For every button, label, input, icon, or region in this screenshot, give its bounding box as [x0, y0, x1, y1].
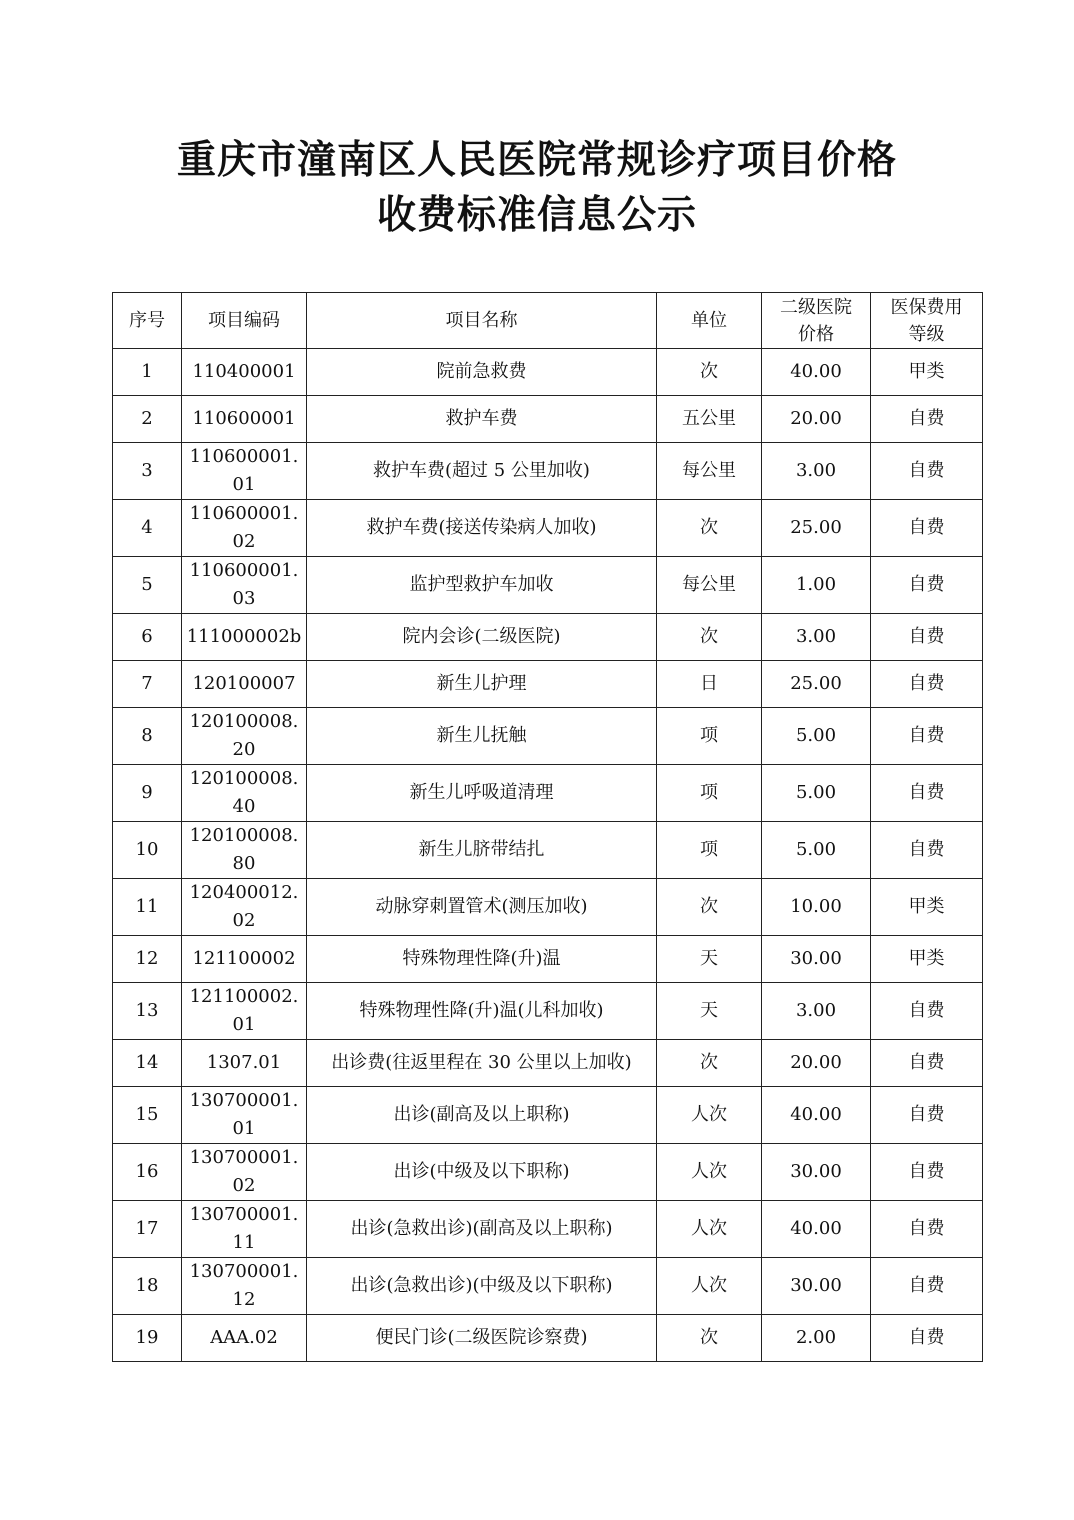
row-seq: 11 — [113, 879, 182, 936]
row-grade: 自费 — [871, 708, 983, 765]
row-grade: 自费 — [871, 1315, 983, 1362]
row-price: 5.00 — [762, 708, 871, 765]
document-title-line-2: 收费标准信息公示 — [376, 193, 697, 238]
row-code-line-2: 03 — [232, 588, 256, 609]
table-body — [113, 349, 983, 1362]
row-seq: 5 — [113, 557, 182, 614]
row-price: 30.00 — [762, 1144, 871, 1201]
header-price — [762, 293, 871, 349]
table-row — [113, 983, 983, 1040]
header-grade-line-2: 等级 — [908, 323, 945, 345]
table-row — [113, 708, 983, 765]
table-row — [113, 1087, 983, 1144]
row-name: 救护车费(接送传染病人加收) — [307, 500, 657, 557]
row-code-line-1: 111000002b — [186, 626, 302, 647]
row-unit: 次 — [657, 1315, 762, 1362]
row-unit: 天 — [657, 936, 762, 983]
row-code — [182, 349, 307, 396]
row-code — [182, 936, 307, 983]
table-row — [113, 879, 983, 936]
row-seq: 10 — [113, 822, 182, 879]
row-code — [182, 614, 307, 661]
row-code — [182, 708, 307, 765]
row-code-line-1: 110600001. — [189, 560, 299, 581]
row-unit: 项 — [657, 765, 762, 822]
row-seq: 18 — [113, 1258, 182, 1315]
row-code-line-1: 130700001. — [189, 1261, 299, 1282]
row-code-line-1: 130700001. — [189, 1147, 299, 1168]
row-grade: 自费 — [871, 557, 983, 614]
row-grade: 自费 — [871, 1087, 983, 1144]
row-code-line-1: AAA.02 — [210, 1327, 278, 1348]
row-seq: 7 — [113, 661, 182, 708]
row-code-line-2: 01 — [232, 1014, 256, 1035]
table-row — [113, 822, 983, 879]
header-grade — [871, 293, 983, 349]
row-code — [182, 822, 307, 879]
row-seq: 3 — [113, 443, 182, 500]
row-price: 5.00 — [762, 765, 871, 822]
row-name: 救护车费 — [307, 396, 657, 443]
table-row — [113, 1315, 983, 1362]
row-grade: 甲类 — [871, 349, 983, 396]
table-row — [113, 349, 983, 396]
row-code-line-2: 11 — [232, 1232, 256, 1253]
row-seq: 12 — [113, 936, 182, 983]
row-seq: 1 — [113, 349, 182, 396]
row-price: 2.00 — [762, 1315, 871, 1362]
row-code-line-2: 12 — [232, 1289, 256, 1310]
row-price: 3.00 — [762, 443, 871, 500]
header-unit: 单位 — [657, 293, 762, 349]
row-seq: 15 — [113, 1087, 182, 1144]
row-name: 特殊物理性降(升)温 — [307, 936, 657, 983]
row-seq: 6 — [113, 614, 182, 661]
row-seq: 16 — [113, 1144, 182, 1201]
row-seq: 4 — [113, 500, 182, 557]
row-price: 25.00 — [762, 500, 871, 557]
row-unit: 天 — [657, 983, 762, 1040]
row-grade: 自费 — [871, 1201, 983, 1258]
row-unit: 人次 — [657, 1258, 762, 1315]
row-grade: 自费 — [871, 983, 983, 1040]
row-unit: 次 — [657, 500, 762, 557]
row-code-line-1: 110600001. — [189, 446, 299, 467]
row-name: 特殊物理性降(升)温(儿科加收) — [307, 983, 657, 1040]
row-seq: 19 — [113, 1315, 182, 1362]
table-row — [113, 1201, 983, 1258]
row-code-line-1: 121100002 — [192, 948, 296, 969]
row-code-line-2: 20 — [232, 739, 256, 760]
row-price: 20.00 — [762, 396, 871, 443]
row-code — [182, 1144, 307, 1201]
row-code — [182, 500, 307, 557]
table-row — [113, 1040, 983, 1087]
row-unit: 次 — [657, 614, 762, 661]
row-unit: 项 — [657, 822, 762, 879]
row-code-line-1: 120100008. — [189, 711, 299, 732]
row-code-line-2: 80 — [232, 853, 256, 874]
row-code — [182, 1040, 307, 1087]
row-code — [182, 557, 307, 614]
row-code — [182, 765, 307, 822]
row-grade: 自费 — [871, 661, 983, 708]
row-unit: 日 — [657, 661, 762, 708]
row-name: 新生儿呼吸道清理 — [307, 765, 657, 822]
row-code — [182, 1258, 307, 1315]
table-row — [113, 1258, 983, 1315]
row-unit: 项 — [657, 708, 762, 765]
row-code-line-1: 120100008. — [189, 825, 299, 846]
row-code — [182, 396, 307, 443]
row-unit: 次 — [657, 879, 762, 936]
fee-table — [112, 292, 983, 1362]
row-seq: 13 — [113, 983, 182, 1040]
row-seq: 9 — [113, 765, 182, 822]
header-price-line-2: 价格 — [798, 323, 834, 345]
table-row — [113, 396, 983, 443]
row-code-line-2: 02 — [232, 1175, 256, 1196]
row-unit: 次 — [657, 1040, 762, 1087]
row-price: 40.00 — [762, 1201, 871, 1258]
row-seq: 2 — [113, 396, 182, 443]
row-price: 40.00 — [762, 349, 871, 396]
row-name: 出诊费(往返里程在 30 公里以上加收) — [307, 1040, 657, 1087]
row-name: 出诊(中级及以下职称) — [307, 1144, 657, 1201]
row-name: 出诊(急救出诊)(副高及以上职称) — [307, 1201, 657, 1258]
table-row — [113, 1144, 983, 1201]
row-name: 院内会诊(二级医院) — [307, 614, 657, 661]
row-code-line-2: 01 — [232, 474, 256, 495]
row-grade: 甲类 — [871, 879, 983, 936]
row-code-line-1: 130700001. — [189, 1090, 299, 1111]
header-seq: 序号 — [113, 293, 182, 349]
row-code — [182, 879, 307, 936]
table-header-row — [113, 293, 983, 349]
row-code-line-1: 110400001 — [192, 361, 296, 382]
row-code — [182, 1087, 307, 1144]
row-grade: 自费 — [871, 1258, 983, 1315]
header-price-line-1: 二级医院 — [780, 296, 852, 318]
table-row — [113, 500, 983, 557]
row-unit: 五公里 — [657, 396, 762, 443]
row-code-line-2: 40 — [232, 796, 256, 817]
row-code — [182, 661, 307, 708]
row-code-line-1: 110600001 — [192, 408, 296, 429]
table-row — [113, 443, 983, 500]
row-name: 出诊(急救出诊)(中级及以下职称) — [307, 1258, 657, 1315]
header-name: 项目名称 — [307, 293, 657, 349]
row-grade: 自费 — [871, 1040, 983, 1087]
row-price: 5.00 — [762, 822, 871, 879]
row-name: 便民门诊(二级医院诊察费) — [307, 1315, 657, 1362]
row-name: 新生儿脐带结扎 — [307, 822, 657, 879]
row-name: 院前急救费 — [307, 349, 657, 396]
row-code-line-1: 121100002. — [189, 986, 299, 1007]
row-name: 救护车费(超过 5 公里加收) — [307, 443, 657, 500]
table-row — [113, 661, 983, 708]
row-grade: 自费 — [871, 822, 983, 879]
row-grade: 自费 — [871, 765, 983, 822]
row-code-line-1: 120100007 — [192, 673, 296, 694]
row-price: 3.00 — [762, 614, 871, 661]
row-price: 30.00 — [762, 936, 871, 983]
row-price: 40.00 — [762, 1087, 871, 1144]
row-unit: 每公里 — [657, 443, 762, 500]
row-code-line-2: 01 — [232, 1118, 256, 1139]
table-row — [113, 614, 983, 661]
document-title-line-1: 重庆市潼南区人民医院常规诊疗项目价格 — [176, 138, 897, 183]
row-code — [182, 1315, 307, 1362]
row-seq: 14 — [113, 1040, 182, 1087]
row-price: 20.00 — [762, 1040, 871, 1087]
table-row — [113, 765, 983, 822]
row-code-line-1: 1307.01 — [206, 1052, 282, 1073]
row-code-line-2: 02 — [232, 910, 256, 931]
row-seq: 17 — [113, 1201, 182, 1258]
row-code — [182, 443, 307, 500]
row-price: 30.00 — [762, 1258, 871, 1315]
row-code — [182, 983, 307, 1040]
row-name: 监护型救护车加收 — [307, 557, 657, 614]
row-grade: 甲类 — [871, 936, 983, 983]
table-row — [113, 936, 983, 983]
row-price: 1.00 — [762, 557, 871, 614]
row-price: 3.00 — [762, 983, 871, 1040]
header-code: 项目编码 — [182, 293, 307, 349]
row-unit: 人次 — [657, 1144, 762, 1201]
row-grade: 自费 — [871, 396, 983, 443]
row-unit: 次 — [657, 349, 762, 396]
row-code-line-2: 02 — [232, 531, 256, 552]
row-name: 动脉穿刺置管术(测压加收) — [307, 879, 657, 936]
row-code-line-1: 120100008. — [189, 768, 299, 789]
row-grade: 自费 — [871, 443, 983, 500]
row-price: 10.00 — [762, 879, 871, 936]
row-name: 新生儿抚触 — [307, 708, 657, 765]
row-code-line-1: 120400012. — [189, 882, 299, 903]
row-code — [182, 1201, 307, 1258]
row-grade: 自费 — [871, 614, 983, 661]
row-grade: 自费 — [871, 500, 983, 557]
row-seq: 8 — [113, 708, 182, 765]
row-unit: 人次 — [657, 1201, 762, 1258]
row-code-line-1: 130700001. — [189, 1204, 299, 1225]
row-code-line-1: 110600001. — [189, 503, 299, 524]
row-grade: 自费 — [871, 1144, 983, 1201]
header-grade-line-1: 医保费用 — [890, 296, 963, 318]
row-unit: 每公里 — [657, 557, 762, 614]
row-price: 25.00 — [762, 661, 871, 708]
row-unit: 人次 — [657, 1087, 762, 1144]
row-name: 出诊(副高及以上职称) — [307, 1087, 657, 1144]
table-row — [113, 557, 983, 614]
row-name: 新生儿护理 — [307, 661, 657, 708]
